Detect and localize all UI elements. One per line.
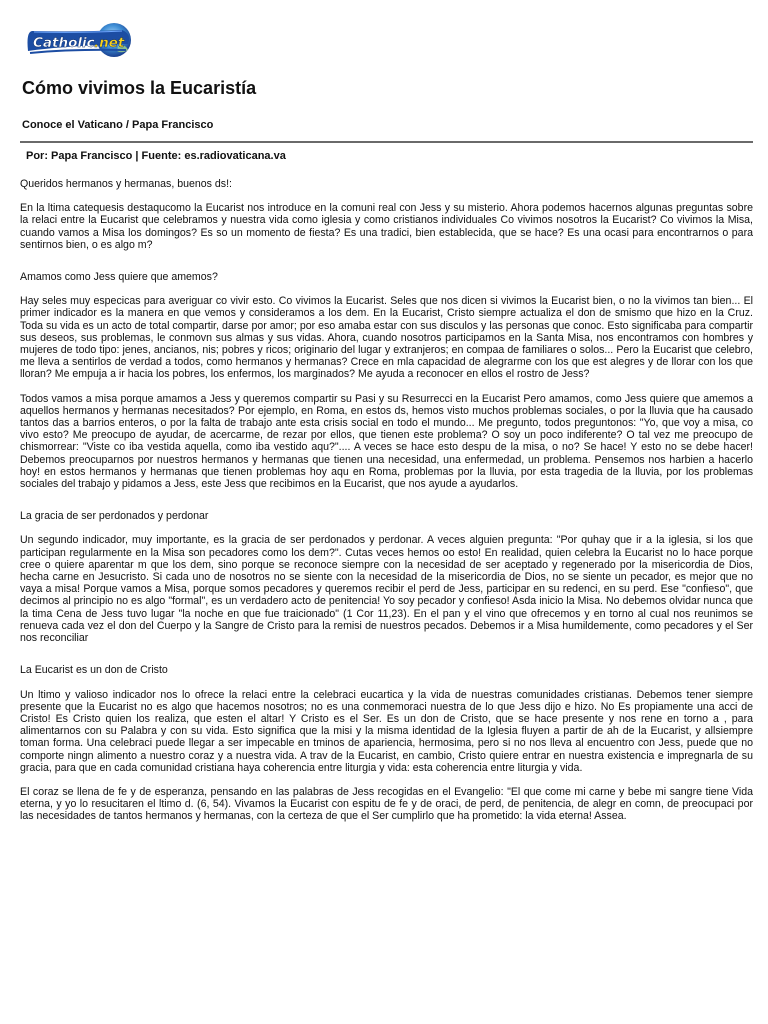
logo-globe-icon: [22, 20, 140, 62]
article-body: [20, 178, 753, 835]
body-paragraph: El coraz se llena de fe y de esperanza, pensando en las palabras de Jess recogidas en el Evangelio: "El que come mi carne y bebe mi sangre tiene Vida eterna, y yo lo resucitaren el ltimo d. (6, 54). Vivamos la Eucarist con espitu de fe y de oraci, de perd, de penitencia, de alegr en comn, de preocupaci por las necesidades de tantos hermanos y hermanas, con la certeza de que el Ser cumplirlo que ha prometido: la vida eterna! Assea.: [20, 785, 753, 823]
section-heading: La gracia de ser perdonados y perdonar: [20, 510, 209, 523]
body-paragraph: En la ltima catequesis destaqucomo la Eucarist nos introduce en la comuni real con Jess y su misterio. Ahora podemos hacernos algunas preguntas sobre la relaci entre la Eucarist que celebramos y nuestra vida como iglesia y como cristianos individuales Co vivimos nosotros la Eucarist? Co vivimos la Misa, cuando vamos a Misa los domingos? Es so un momento de fiesta? Es una tradici, bien establecida, que se hace? Es una ocasi para encontrarnos o para sentirnos bien, o es algo m?: [20, 202, 753, 251]
title-divider: [20, 141, 753, 143]
greeting-paragraph: Queridos hermanos y hermanas, buenos ds!:: [20, 178, 232, 190]
svg-text:.net: .net: [94, 35, 125, 51]
author-source-line: Por: Papa Francisco | Fuente: es.radiovaticana.va: [26, 150, 286, 162]
body-paragraph: Un ltimo y valioso indicador nos lo ofrece la relaci entre la celebraci eucartica y la vida de nuestras comunidades cristianas. Debemos tener siempre presente que la Eucarist no es algo que hacemos nosotros; no es una conmemoraci nuestra de lo que Jess dijo e hizo. No Es propiamente una acci de Cristo! Es Cristo quien los realiza, que esten el altar! Y Cristo es el Ser. Es un don de Cristo, que se hace presente y nos rene en torno a , para alimentarnos con su Palabra y con su vida. Esto significa que la misi y la misma identidad de la Iglesia fluyen a partir de ah de la Eucarist, y allsiempre toman forma. Una celebraci puede llegar a ser impecable en tminos de apariencia, hermosima, pero si no nos lleva al encuentro con Jess, puede que no comporte ningn alimento a nuestro coraz y a nuestra vida. A trav de la Eucarist, en cambio, Cristo quiere entrar en nuestra existencia e impregnarla de su gracia, para que en cada comunidad cristiana haya coherencia entre liturgia y vida: esta coherencia entre liturgia y vida.: [20, 688, 753, 774]
body-paragraph: Todos vamos a misa porque amamos a Jess y queremos compartir su Pasi y su Resurrecci en la Eucarist Pero amamos, como Jess quiere que amemos a aquellos hermanos y hermanas necesitados? Por ejemplo, en Roma, en estos ds, hemos visto muchos problemas sociales, o por la lluvia que ha causado tantos das a barrios enteros, o por la falta de trabajo ante esta crisis social en todo el mundo... Me pregunto, todos preguntonos: "Yo, que voy a misa, co vivo esto? Me preocupo de ayudar, de acercarme, de rezar por ellos, que tienen este problema? O soy un poco indiferente? O tal vez me preocupo de chismorrear: "Viste co iba vestida aquella, como iba vestido aqu?".... A veces se hace esto despu de la misa, o no? Se hace! Y esto no se debe hacer! Debemos preocuparnos por nuestros hermanos y hermanas que tienen una necesidad, una enfermedad, un problema. Pensemos nos harbien a hacerlo hoy! en estos hermanos y hermanas que tienen problemas hoy aqu en Roma, problemas por la lluvia, por esta tragedia de la lluvia, por los problemas sociales del trabajo y pidamos a Jess, este Jess que recibimos en la Eucarist, que nos ayude a ayudarlos.: [20, 392, 753, 491]
svg-text:Catholic: Catholic: [33, 35, 95, 51]
page-title: Cómo vivimos la Eucaristía: [22, 78, 257, 98]
section-heading: La Eucarist es un don de Cristo: [20, 664, 168, 677]
body-paragraph: Hay seles muy especicas para averiguar co vivir esto. Co vivimos la Eucarist. Seles que nos dicen si vivimos la Eucarist bien, o no la vivimos tan bien... El primer indicador es la manera en que vemos y consideramos a los dem. En la Eucarist, Cristo siempre actualiza el don de smismo que hizo en la Cruz. Toda su vida es un acto de total compartir, darse por amor; por eso amaba estar con sus disculos y las personas que conoc. Esto significaba para compartir sus deseos, sus problemas, le conmovn sus almas y sus vidas. Ahora, cuando nosotros participamos en la Santa Misa, nos encontramos con hombres y mujeres de todo tipo: jenes, ancianos, nis; pobres y ricos; originario del lugar y extranjeros; en compaa de familiares o solos... Pero la Eucarist que celebro, me lleva a sentirlos de verdad a todos, como hermanos y hermanas? Crece en mla capacidad de alegrarme con los que est alegres y de llorar con los que lloran? Me empuja a ir hacia los pobres, los enfermos, los marginados? Me ayuda a reconocer en ellos el rostro de Jess?: [20, 295, 753, 381]
catholic-net-logo[interactable]: [22, 20, 140, 62]
breadcrumb: Conoce el Vaticano / Papa Francisco: [22, 119, 214, 131]
body-paragraph: Un segundo indicador, muy importante, es la gracia de ser perdonados y perdonar. A veces alguien pregunta: "Por quhay que ir a la iglesia, si los que participan regularmente en la Misa son pecadores como los dem?". Cutas veces hemos oo esto! En realidad, quien celebra la Eucarist no lo hace porque cree o quiere aparentar m que los dem, sino porque se reconoce siempre con la necesidad de ser aceptado y regenerado por la misericordia de Dios, hecha carne en Jesucristo. Si cada uno de nosotros no se siente con la necesidad de la misericordia de Dios, no se siente un pecador, es mejor que no vaya a misa! Porque vamos a Misa, porque somos pecadores y queremos recibir el perd de Jess, participar en su redenci, en su perd. Ese "confieso", que decimos al principio no es algo "formal", es un verdadero acto de penitencia! Yo soy pecador y confieso! Asda inicio la Misa. No debemos olvidar nunca que la tima Cena de Jess tuvo lugar "la noche en que fue traicionado" (1 Cor 11,23). En el pan y el vino que ofrecemos y en torno al cual nos reunimos se renueva cada vez el don del Cuerpo y la Sangre de Cristo para la remisi de nuestros pecados. Debemos ir a Misa humildemente, como pecadores y el Ser nos reconciliar: [20, 534, 753, 645]
section-heading: Amamos como Jess quiere que amemos?: [20, 271, 218, 284]
